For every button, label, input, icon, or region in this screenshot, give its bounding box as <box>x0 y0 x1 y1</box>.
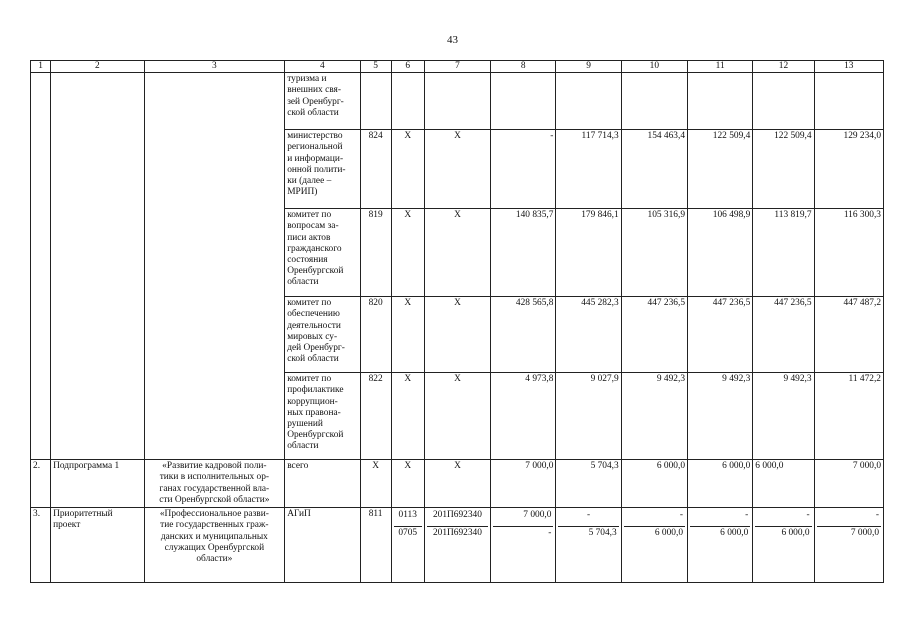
executor-cell: комитет по профилактике коррупцион- ных правона- рушений Оренбургской области <box>285 373 360 460</box>
page-number: 43 <box>447 34 458 46</box>
table-cell: 428 565,8 <box>491 297 556 373</box>
priority-project-row <box>31 508 884 583</box>
header-cell: 10 <box>621 61 687 73</box>
table-cell: Х <box>360 460 391 508</box>
table-cell: 117 714,3 <box>556 130 621 209</box>
table-cell: Х <box>391 130 424 209</box>
table-cell <box>621 73 687 130</box>
executor-cell: комитет по вопросам за- писи актов гражданского состояния Оренбургской области <box>285 209 360 297</box>
subprogram-row <box>31 460 884 508</box>
table-cell: 447 236,5 <box>688 297 753 373</box>
split-cell <box>753 508 814 583</box>
table-cell: Х <box>424 297 490 373</box>
table-cell: 5 704,3 <box>588 528 617 539</box>
continued-name-cell <box>144 73 285 460</box>
table-cell: 201П692340 <box>427 509 488 527</box>
table-cell: 113 819,7 <box>753 209 814 297</box>
row-status: Приоритетный проект <box>51 508 144 583</box>
table-cell: 819 <box>360 209 391 297</box>
executor-cell: туризма и внешних свя- зей Оренбург- ской области <box>285 73 360 130</box>
table-cell: - <box>548 528 552 539</box>
table-cell: Х <box>391 373 424 460</box>
table-cell: Х <box>391 297 424 373</box>
table-row <box>31 73 884 130</box>
continued-status-cell <box>51 73 144 460</box>
table-cell: 4 973,8 <box>491 373 556 460</box>
budget-table <box>30 60 884 583</box>
table-cell: - <box>558 509 618 527</box>
table-cell: 824 <box>360 130 391 209</box>
table-cell: 116 300,3 <box>814 209 883 297</box>
table-cell: Х <box>424 460 490 508</box>
table-cell: Х <box>424 373 490 460</box>
table-cell <box>556 73 621 130</box>
table-cell: 5 704,3 <box>556 460 621 508</box>
row-number: 3. <box>31 508 51 583</box>
table-cell: 6 000,0 <box>720 528 749 539</box>
row-name: «Развитие кадровой поли- тики в исполнительных ор- ганах государственной вла- сти Оренбургской области» <box>144 460 285 508</box>
header-cell: 13 <box>814 61 883 73</box>
split-cell <box>424 508 490 583</box>
table-cell: 822 <box>360 373 391 460</box>
table-cell: 9 492,3 <box>753 373 814 460</box>
split-cell <box>556 508 621 583</box>
table-cell <box>391 73 424 130</box>
header-cell: 9 <box>556 61 621 73</box>
table-cell <box>814 73 883 130</box>
header-cell: 5 <box>360 61 391 73</box>
executor-cell: всего <box>285 460 360 508</box>
table-cell: 105 316,9 <box>621 209 687 297</box>
header-cell: 11 <box>688 61 753 73</box>
table-cell: 447 487,2 <box>814 297 883 373</box>
header-cell: 3 <box>144 61 285 73</box>
table-cell: 201П692340 <box>432 528 482 539</box>
row-name: «Профессиональное разви- тие государственных граж- данских и муниципальных служащих Оренбургской области» <box>144 508 285 583</box>
row-number: 2. <box>31 460 51 508</box>
table-cell: 6 000,0 <box>781 528 810 539</box>
table-cell: 7 000,0 <box>493 509 553 527</box>
table-cell: 9 027,9 <box>556 373 621 460</box>
executor-cell: министерство региональной и информаци- онной полити- ки (далее – МРИП) <box>285 130 360 209</box>
header-cell: 4 <box>285 61 360 73</box>
table-cell <box>688 73 753 130</box>
table-cell: Х <box>424 209 490 297</box>
table-cell: - <box>755 509 811 527</box>
header-row <box>31 61 884 73</box>
continued-num-cell <box>31 73 51 460</box>
split-cell <box>814 508 883 583</box>
table-cell: 0705 <box>398 528 418 539</box>
table-cell <box>753 73 814 130</box>
table-cell: Х <box>424 130 490 209</box>
table-cell: 811 <box>360 508 391 583</box>
row-status: Подпрограмма 1 <box>51 460 144 508</box>
table-cell: 820 <box>360 297 391 373</box>
table-cell: Х <box>391 460 424 508</box>
table-cell: 179 846,1 <box>556 209 621 297</box>
table-cell: - <box>491 130 556 209</box>
table-cell: 6 000,0 <box>753 460 814 508</box>
table-cell: 106 498,9 <box>688 209 753 297</box>
table-cell: 7 000,0 <box>850 528 879 539</box>
table-cell: 6 000,0 <box>621 460 687 508</box>
header-cell: 2 <box>51 61 144 73</box>
table-cell: 140 835,7 <box>491 209 556 297</box>
split-cell <box>391 508 424 583</box>
table-cell: - <box>690 509 750 527</box>
table-cell: 9 492,3 <box>621 373 687 460</box>
header-cell: 6 <box>391 61 424 73</box>
split-cell <box>621 508 687 583</box>
header-cell: 7 <box>424 61 490 73</box>
table-cell: 445 282,3 <box>556 297 621 373</box>
split-cell <box>688 508 753 583</box>
table-cell: 154 463,4 <box>621 130 687 209</box>
table-cell: 447 236,5 <box>621 297 687 373</box>
table-cell <box>360 73 391 130</box>
table-cell <box>491 73 556 130</box>
table-cell: 7 000,0 <box>491 460 556 508</box>
table-cell: 6 000,0 <box>688 460 753 508</box>
header-cell: 8 <box>491 61 556 73</box>
table-cell: 122 509,4 <box>688 130 753 209</box>
executor-cell: комитет по обеспечению деятельности мировых су- дей Оренбург- ской области <box>285 297 360 373</box>
table-cell: 129 234,0 <box>814 130 883 209</box>
table-cell: 9 492,3 <box>688 373 753 460</box>
executor-cell: АГиП <box>285 508 360 583</box>
table-cell: - <box>817 509 881 527</box>
table-cell: 0113 <box>394 509 422 527</box>
table-cell <box>424 73 490 130</box>
table-cell: 7 000,0 <box>814 460 883 508</box>
table-cell: 447 236,5 <box>753 297 814 373</box>
table-cell: 122 509,4 <box>753 130 814 209</box>
table-cell: 11 472,2 <box>814 373 883 460</box>
split-cell <box>491 508 556 583</box>
table-cell: 6 000,0 <box>654 528 683 539</box>
header-cell: 12 <box>753 61 814 73</box>
table-cell: Х <box>391 209 424 297</box>
table-cell: - <box>624 509 685 527</box>
header-cell: 1 <box>31 61 51 73</box>
